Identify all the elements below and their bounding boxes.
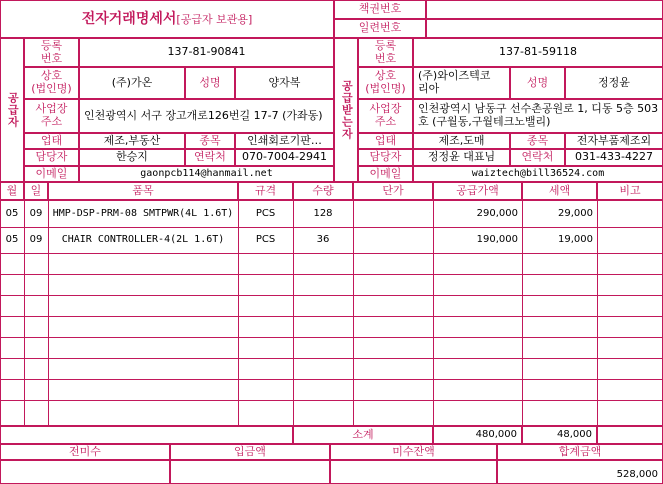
buyer-biz-type-label: 업태 — [358, 133, 413, 149]
total-value: 528,000 — [497, 460, 663, 484]
col-day-header: 일 — [24, 182, 48, 200]
supplier-email: gaonpcb114@hanmail.net — [79, 166, 334, 182]
table-row-2-month: 05 — [5, 234, 19, 246]
supplier-contact-label: 연락처 — [185, 149, 235, 166]
supplier-email-label: 이메일 — [24, 166, 79, 182]
buyer-rep-label: 성명 — [510, 67, 565, 99]
title-text: 전자거래명세서 — [81, 10, 177, 27]
buyer-item: 전자부품제조외 — [565, 133, 663, 149]
table-row-1-day: 09 — [29, 207, 43, 219]
buyer-rep: 정정윤 — [565, 67, 663, 99]
document-title — [0, 0, 334, 38]
subtitle-text: [공급자 보관용] — [176, 12, 253, 26]
supplier-rep: 양자복 — [235, 67, 334, 99]
buyer-contact: 031-433-4227 — [565, 149, 663, 166]
buyer-addr-label: 사업장 주소 — [358, 99, 413, 133]
supplier-name-label: 상호 (법인명) — [24, 67, 79, 99]
table-row-1-spec: PCS — [255, 207, 276, 219]
table-row-2-tax: 19,000 — [558, 234, 593, 246]
prev-unpaid-value — [0, 460, 170, 484]
subtotal-blank — [0, 426, 293, 444]
deposit-label: 입금액 — [170, 444, 330, 460]
buyer-email: waiztech@bill36524.com — [413, 166, 663, 182]
table-row-2-unit-price — [353, 227, 433, 253]
buyer-biz-type: 제조,도매 — [413, 133, 510, 149]
table-row-2-item: CHAIR CONTROLLER-4(2L 1.6T) — [61, 234, 225, 246]
buyer-addr: 인천광역시 남동구 선수촌공원로 1, 디동 5층 503호 (구월동,구월테크노밸리) — [413, 99, 663, 133]
supplier-name: (주)가온 — [79, 67, 185, 99]
supplier-rep-label: 성명 — [185, 67, 235, 99]
table-row-2-qty: 36 — [316, 234, 330, 246]
col-note-header: 비고 — [597, 182, 663, 200]
col-month-header: 월 — [0, 182, 24, 200]
supplier-addr-label: 사업장 주소 — [24, 99, 79, 133]
supplier-biz-type: 제조,부동산 — [79, 133, 185, 149]
subtotal-supply: 480,000 — [433, 426, 522, 444]
supplier-item-label: 종목 — [185, 133, 235, 149]
table-row-1-month: 05 — [5, 207, 19, 219]
col-tax-header: 세액 — [522, 182, 597, 200]
serial-no-value — [426, 19, 663, 38]
subtotal-note — [597, 426, 663, 444]
col-qty-header: 수량 — [293, 182, 353, 200]
table-row-2-note — [597, 227, 663, 253]
supplier-manager-label: 담당자 — [24, 149, 79, 166]
buyer-contact-label: 연락처 — [510, 149, 565, 166]
subtotal-label: 소계 — [293, 426, 433, 444]
buyer-item-label: 종목 — [510, 133, 565, 149]
prev-unpaid-label: 전미수 — [0, 444, 170, 460]
buyer-reg-no: 137-81-59118 — [413, 38, 663, 67]
table-row-1-supply: 290,000 — [476, 207, 518, 219]
subtotal-tax: 48,000 — [522, 426, 597, 444]
table-row-1-qty: 128 — [313, 207, 333, 219]
buyer-manager: 정정윤 대표님 — [413, 149, 510, 166]
deposit-value — [170, 460, 330, 484]
table-row-2-spec: PCS — [255, 234, 276, 246]
supplier-manager: 한승지 — [79, 149, 185, 166]
buyer-reg-label: 등록 번호 — [358, 38, 413, 67]
table-row-1-tax: 29,000 — [558, 207, 593, 219]
table-row-1-unit-price — [353, 200, 433, 227]
col-item-header: 품목 — [48, 182, 238, 200]
supplier-reg-label: 등록 번호 — [24, 38, 79, 67]
buyer-side-label: 공급받는자 — [334, 38, 358, 182]
supplier-addr: 인천광역시 서구 장고개로126번길 17-7 (가좌동) — [79, 99, 334, 133]
buyer-name-label: 상호 (법인명) — [358, 67, 413, 99]
supplier-reg-no: 137-81-90841 — [79, 38, 334, 67]
supplier-biz-type-label: 업태 — [24, 133, 79, 149]
unpaid-balance-value — [330, 460, 497, 484]
table-row-1-item: HMP-DSP-PRM-08 SMTPWR(4L 1.6T) — [52, 207, 234, 219]
col-supply-header: 공급가액 — [433, 182, 522, 200]
supplier-contact: 070-7004-2941 — [235, 149, 334, 166]
total-label: 합계금액 — [497, 444, 663, 460]
serial-no-label: 일련번호 — [334, 19, 426, 38]
book-no-value — [426, 0, 663, 19]
supplier-item: 인쇄회로기판… — [235, 133, 334, 149]
table-row-1-note — [597, 200, 663, 227]
table-row-2-day: 09 — [29, 234, 43, 246]
table-row-2-supply: 190,000 — [476, 234, 518, 246]
book-no-label: 책권번호 — [334, 0, 426, 19]
col-spec-header: 규격 — [238, 182, 293, 200]
buyer-manager-label: 담당자 — [358, 149, 413, 166]
supplier-side-label: 공급자 — [0, 38, 24, 182]
buyer-name: (주)와이즈텍코 리아 — [413, 67, 510, 99]
unpaid-balance-label: 미수잔액 — [330, 444, 497, 460]
buyer-email-label: 이메일 — [358, 166, 413, 182]
col-unit-price-header: 단가 — [353, 182, 433, 200]
